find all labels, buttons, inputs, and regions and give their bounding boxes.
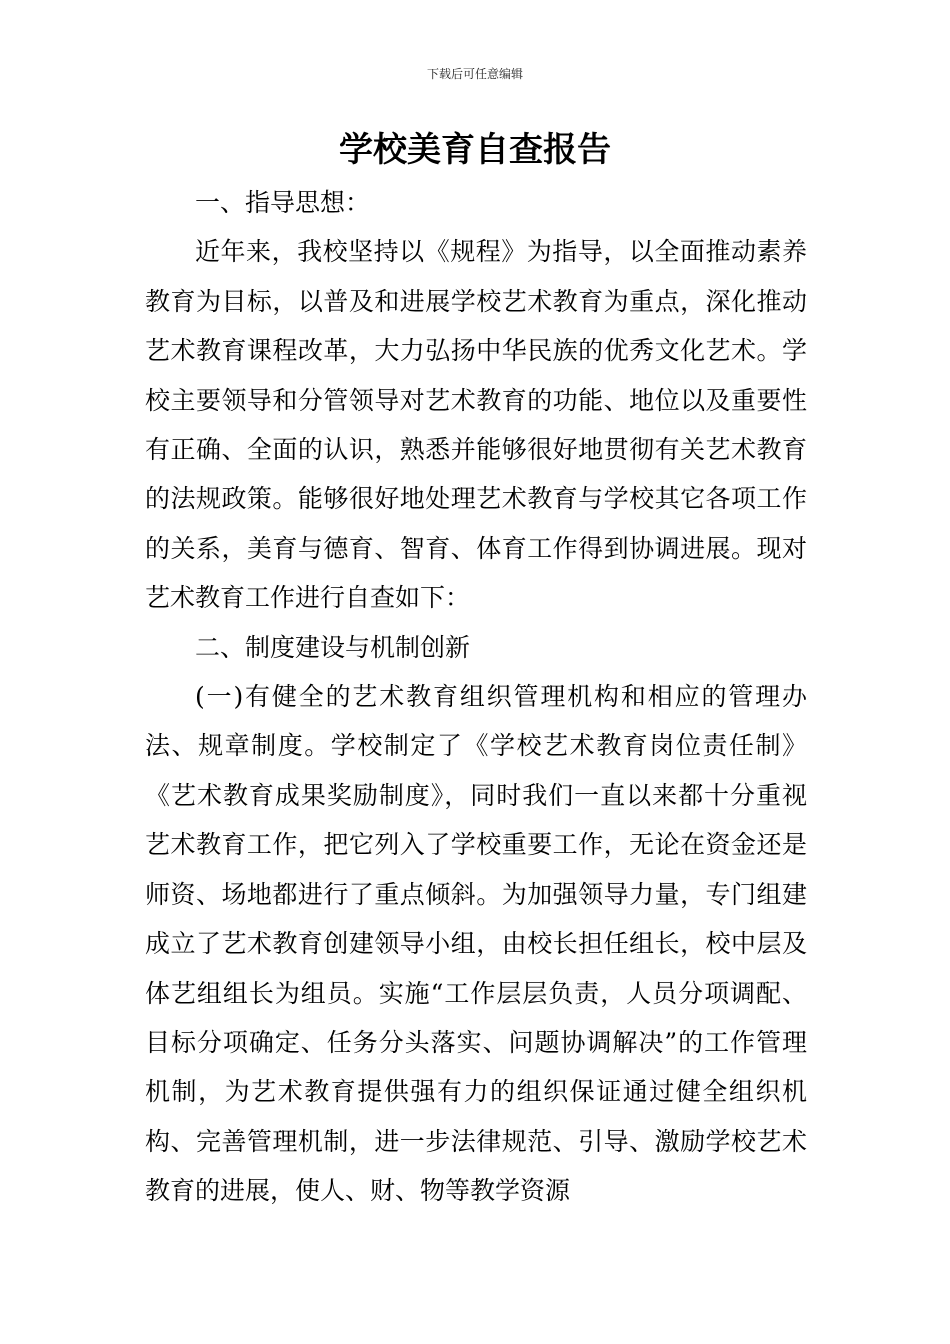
section-heading-system-building: 二、制度建设与机制创新: [195, 632, 471, 662]
paragraph-guiding-thought: 近年来，我校坚持以《规程》为指导，以全面推动素养教育为目标，以普及和进展学校艺术教育为重点，深化推动艺术教育课程改革，大力弘扬中华民族的优秀文化艺术。学校主要领导和分管领导对艺术教育的功能、地位以及重要性有正确、全面的认识，熟悉并能够很好地贯彻有关艺术教育的法规政策。能够很好地处理艺术教育与学校其它各项工作的关系，美育与德育、智育、体育工作得到协调进展。现对艺术教育工作进行自查如下：: [145, 237, 807, 613]
header-note: 下载后可任意编辑: [426, 67, 523, 81]
document-body: [145, 178, 807, 1216]
document-title: 学校美育自查报告: [339, 130, 611, 170]
paragraph-system-building: (一)有健全的艺术教育组织管理机构和相应的管理办法、规章制度。学校制定了《学校艺术教育岗位责任制》《艺术教育成果奖励制度》，同时我们一直以来都十分重视艺术教育工作，把它列入了学校重要工作，无论在资金还是师资、场地都进行了重点倾斜。为加强领导力量，专门组建成立了艺术教育创建领导小组，由校长担任组长，校中层及体艺组组长为组员。实施“工作层层负责，人员分项调配、目标分项确定、任务分头落实、问题协调解决”的工作管理机制，为艺术教育提供强有力的组织保证通过健全组织机构、完善管理机制，进一步法律规范、引导、激励学校艺术教育的进展，使人、财、物等教学资源: [145, 682, 807, 1206]
section-heading-guiding-thought: 一、指导思想：: [195, 188, 371, 217]
